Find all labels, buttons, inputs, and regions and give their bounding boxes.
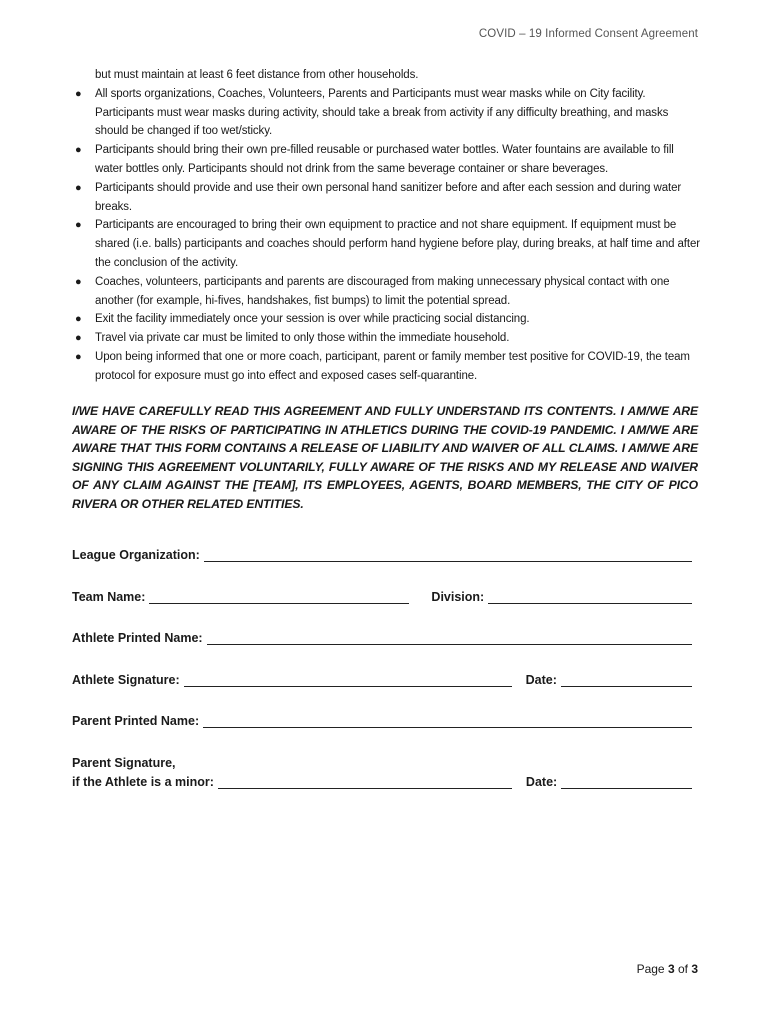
continuation-text: but must maintain at least 6 feet distance from other households.: [95, 69, 419, 81]
guidelines-list: [72, 66, 700, 386]
current-page: 3: [667, 962, 675, 976]
bullet-icon: ●: [75, 313, 82, 326]
athlete-signature-row: [72, 669, 692, 687]
parent-name-row: [72, 710, 692, 728]
division-label: Division:: [431, 590, 485, 604]
division-field[interactable]: [488, 591, 692, 604]
list-item: ● Exit the facility immediately once your session is over while practicing social distancing.: [72, 310, 700, 329]
parent-date-field[interactable]: [561, 776, 692, 789]
page-number: Page 3 of 3: [636, 962, 698, 976]
athlete-name-field[interactable]: [207, 632, 692, 645]
total-pages: 3: [691, 962, 698, 976]
parent-signature-label: Parent Signature,: [72, 756, 176, 770]
parent-signature-row: [72, 771, 692, 789]
parent-signature-minor-label: if the Athlete is a minor:: [72, 775, 214, 789]
athlete-name-row: [72, 627, 692, 645]
list-item: ● Participants should bring their own pre-filled reusable or purchased water bottles. Water fountains are available to fill water bottles only. Participants should not drink from the same beverage container or share beverages.: [72, 141, 700, 179]
bullet-icon: ●: [75, 350, 82, 363]
list-item: ● Participants should provide and use their own personal hand sanitizer before and after each session and during water breaks.: [72, 179, 700, 217]
athlete-signature-label: Athlete Signature:: [72, 673, 180, 687]
league-row: [72, 544, 692, 562]
bullet-icon: ●: [75, 219, 82, 232]
parent-signature-heading-row: [72, 752, 692, 770]
list-item: ● Coaches, volunteers, participants and parents are discouraged from making unnecessary physical contact with one another (for example, hi-fives, handshakes, fist bumps) to limit the potential spread.: [72, 273, 700, 311]
athlete-date-field[interactable]: [561, 674, 692, 687]
athlete-name-label: Athlete Printed Name:: [72, 631, 203, 645]
agreement-statement: I/WE HAVE CAREFULLY READ THIS AGREEMENT AND FULLY UNDERSTAND ITS CONTENTS. I AM/WE ARE AWARE OF THE RISKS OF PARTICIPATING IN ATHLETICS DURING THE COVID-19 PANDEMIC. I AM/WE ARE AWARE THAT THIS FORM CONTAINS A RELEASE OF LIABILITY AND WAIVER OF ALL CLAIMS. I AM/WE ARE SIGNING THIS AGREEMENT VOLUNTARILY, FULLY AWARE OF THE RISKS AND MY RELEASE AND WAIVER OF ANY CLAIM AGAINST THE [TEAM], ITS EMPLOYEES, AGENTS, BOARD MEMBERS, THE CITY OF PICO RIVERA OR OTHER RELATED ENTITIES.: [72, 404, 698, 511]
league-label: League Organization:: [72, 548, 200, 562]
parent-name-label: Parent Printed Name:: [72, 714, 200, 728]
athlete-signature-field[interactable]: [184, 674, 512, 687]
list-item: ● Travel via private car must be limited to only those within the immediate household.: [72, 329, 700, 348]
list-item: ● Participants are encouraged to bring their own equipment to practice and not share equipment. If equipment must be shared (i.e. balls) participants and coaches should perform hand hygiene before play, during breaks, at half time and after the conclusion of the activity.: [72, 216, 700, 272]
league-field[interactable]: [204, 549, 692, 562]
team-row: [72, 586, 692, 604]
parent-name-field[interactable]: [203, 715, 692, 728]
bullet-icon: ●: [75, 144, 82, 157]
bullet-icon: ●: [75, 275, 82, 288]
parent-signature-field[interactable]: [218, 776, 512, 789]
parent-date-label: Date:: [525, 775, 558, 789]
list-item: ● Upon being informed that one or more coach, participant, parent or family member test positive for COVID-19, the team protocol for exposure must go into effect and exposed cases self-quarantine.: [72, 348, 700, 386]
document-header: COVID – 19 Informed Consent Agreement: [478, 28, 698, 40]
team-label: Team Name:: [72, 590, 146, 604]
team-field[interactable]: [149, 591, 409, 604]
athlete-date-label: Date:: [525, 673, 557, 687]
bullet-icon: ●: [75, 87, 82, 100]
bullet-icon: ●: [75, 181, 82, 194]
bullet-icon: ●: [75, 332, 82, 345]
list-item: ● All sports organizations, Coaches, Volunteers, Parents and Participants must wear masks while on City facility. Participants must wear masks during activity, should take a break from activity if any difficulty breathing, and masks should be changed if too wet/sticky.: [72, 85, 700, 141]
